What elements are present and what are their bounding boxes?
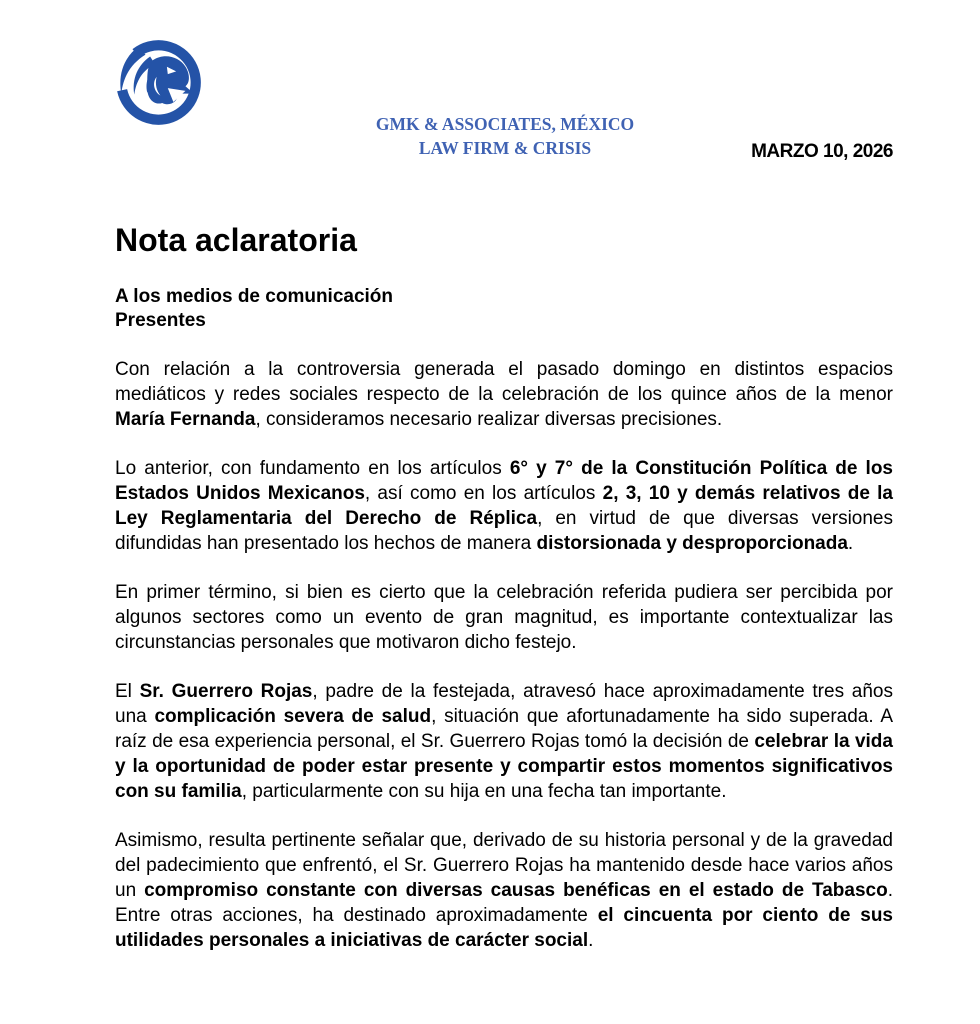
- text-run: .: [588, 930, 594, 951]
- salutation-line: Presentes: [115, 310, 206, 331]
- text-run: , particularmente con su hija en una fecha tan importante.: [241, 781, 727, 802]
- text-run: María Fernanda: [115, 409, 256, 430]
- page-title: Nota aclaratoria: [115, 222, 357, 258]
- text-run: Con relación a la controversia generada el pasado domingo en distintos espacios mediáticos y redes sociales respecto de la celebración de los quince años de la menor: [115, 359, 893, 405]
- text-run: complicación severa de salud: [154, 706, 432, 727]
- text-run: , en virtud de que diversas versiones difundidas han presentado los hechos de manera: [115, 508, 893, 554]
- text-run: Lo anterior, con fundamento en los artículos: [115, 458, 510, 479]
- paragraph: [115, 679, 893, 804]
- paragraphs: [115, 357, 893, 953]
- text-run: , consideramos necesario realizar diversas precisiones.: [255, 409, 723, 430]
- text-run: compromiso constante con diversas causas benéficas en el estado de Tabasco: [144, 880, 888, 901]
- salutation: [115, 285, 893, 333]
- firm-name-line2: LAW FIRM & CRISIS: [418, 138, 592, 158]
- text-run: El: [115, 681, 140, 702]
- text-run: Sr. Guerrero Rojas: [139, 681, 313, 702]
- text-run: , padre de la festejada, atravesó hace aproximadamente tres años una: [115, 681, 893, 727]
- letter-body: [115, 0, 893, 953]
- document-date: MARZO 10, 2026: [751, 141, 893, 162]
- text-run: , situación que afortunadamente ha sido superada. A raíz de esa experiencia personal, el Sr. Guerrero Rojas tomó la decisión de: [115, 706, 893, 752]
- paragraph: [115, 456, 893, 556]
- text-run: En primer término, si bien es cierto que la celebración referida pudiera ser percibida por algunos sectores como un evento de gran magnitud, es importante contextualizar las circunstancias personales que motivaron dicho festejo.: [115, 582, 893, 653]
- paragraph: [115, 580, 893, 655]
- text-run: , así como en los artículos: [364, 483, 603, 504]
- paragraph: [115, 828, 893, 953]
- salutation-line: A los medios de comunicación: [115, 286, 394, 307]
- text-run: . Entre otras acciones, ha destinado aproximadamente: [115, 880, 893, 926]
- text-run: 2, 3, 10 y demás relativos de la Ley Reglamentaria del Derecho de Réplica: [115, 483, 893, 529]
- firm-name-line1: GMK & ASSOCIATES, MÉXICO: [375, 114, 635, 134]
- text-run: distorsionada y desproporcionada: [536, 533, 848, 554]
- text-run: Asimismo, resulta pertinente señalar que, derivado de su historia personal y de la gravedad del padecimiento que enfrentó, el Sr. Guerrero Rojas ha mantenido desde hace varios años un: [115, 830, 893, 901]
- text-run: .: [847, 533, 854, 554]
- text-run: celebrar la vida y la oportunidad de poder estar presente y compartir estos momentos significativos con su familia: [115, 731, 893, 802]
- paragraph: [115, 357, 893, 432]
- text-run: el cincuenta por ciento de sus utilidades personales a iniciativas de carácter social: [115, 905, 894, 951]
- text-run: 6° y 7° de la Constitución Política de los Estados Unidos Mexicanos: [115, 458, 894, 504]
